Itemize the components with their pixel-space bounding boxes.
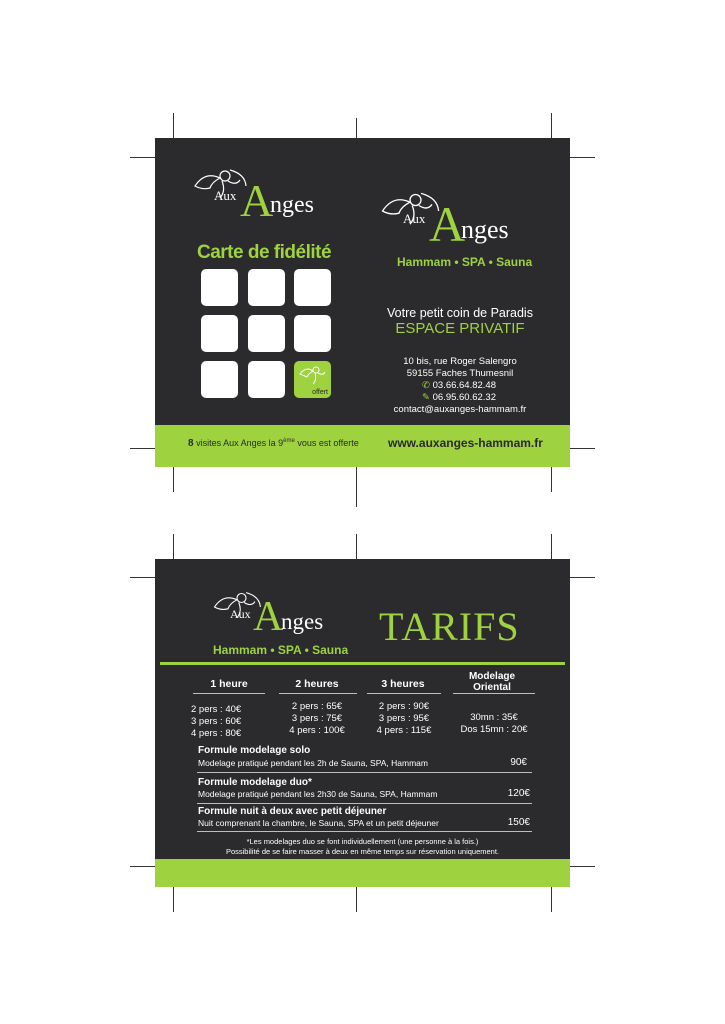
visits-sup: ème [283, 438, 295, 444]
crop-mark [130, 866, 155, 867]
crop-mark [570, 157, 595, 158]
logo-aux: Aux [230, 607, 251, 621]
logo-nges: nges [461, 215, 509, 244]
price-cell: 30mn : 35€ [470, 712, 518, 723]
formula-rule [197, 803, 532, 804]
visits-text1: visites Aux Anges la 9 [196, 438, 284, 448]
formula-price: 90€ [510, 757, 527, 768]
crop-mark [356, 118, 357, 138]
crop-mark [356, 467, 357, 507]
formula-desc: Modelage pratiqué pendant les 2h de Sauna, SPA, Hammam [198, 758, 428, 768]
tarifs-title: TARIFS [379, 604, 520, 649]
logo-aux: Aux [214, 188, 237, 203]
stamp-box[interactable] [201, 315, 238, 352]
stamp-box[interactable] [294, 269, 331, 306]
formula-desc: Modelage pratiqué pendant les 2h30 de Sauna, SPA, Hammam [198, 789, 438, 799]
footnote: Possibilité de se faire masser à deux en même temps sur réservation uniquement. [225, 847, 500, 856]
logo-left [190, 162, 340, 232]
formula-name: Formule nuit à deux avec petit déjeuner [198, 806, 387, 817]
slogan: Votre petit coin de Paradis [387, 306, 533, 320]
offert-label: offert [312, 389, 328, 396]
price-cell: 2 pers : 40€ [191, 704, 242, 715]
stamp-box[interactable] [294, 315, 331, 352]
tagline: Hammam • SPA • Sauna [397, 255, 533, 269]
crop-mark [551, 887, 552, 912]
formula-rule [197, 831, 532, 832]
formula-name: Formule modelage solo [198, 745, 311, 756]
front-band [155, 425, 570, 467]
price-cell: 2 pers : 90€ [378, 701, 430, 712]
header-rule [367, 693, 441, 694]
price-cell: 4 pers : 100€ [289, 725, 345, 736]
col-header: 2 heures [295, 678, 339, 690]
stamp-box[interactable] [248, 361, 285, 398]
formula-price: 150€ [507, 817, 530, 828]
stamp-box[interactable] [248, 269, 285, 306]
angel-icon [298, 364, 328, 388]
logo-a: A [240, 175, 274, 226]
crop-mark [356, 534, 357, 559]
price-cell: 3 pers : 75€ [291, 713, 343, 724]
crop-mark [570, 866, 595, 867]
crop-mark [173, 113, 174, 138]
formula-price: 120€ [507, 788, 530, 799]
col-header: Modelage Oriental [468, 671, 516, 693]
logo-right [377, 185, 547, 255]
crop-mark [551, 467, 552, 492]
footnote: *Les modelages duo se font individuellement (une personne à la fois.) [246, 837, 479, 846]
crop-mark [551, 534, 552, 559]
logo-nges: nges [270, 192, 314, 218]
crop-mark [130, 577, 155, 578]
visits-text2: vous est offerte [297, 438, 359, 448]
stamp-box[interactable] [248, 315, 285, 352]
stamp-box-offert[interactable] [294, 361, 331, 398]
espace-privatif: ESPACE PRIVATIF [395, 320, 525, 337]
crop-mark [173, 467, 174, 492]
back-card [155, 559, 570, 887]
logo-back [210, 585, 360, 645]
address-line1: 10 bis, rue Roger Salengro [403, 356, 517, 367]
title-divider [160, 662, 565, 665]
formula-name: Formule modelage duo* [198, 777, 312, 788]
mobile-icon: ✎ [422, 392, 430, 403]
formula-rule [197, 772, 532, 773]
mobile-row [422, 392, 496, 403]
loyalty-title: Carte de fidélité [197, 242, 332, 263]
crop-mark [551, 113, 552, 138]
price-cell: 3 pers : 95€ [378, 713, 430, 724]
stamp-box[interactable] [201, 361, 238, 398]
crop-mark [173, 887, 174, 912]
mobile-number: 06.95.60.62.32 [432, 392, 497, 403]
price-cell: 2 pers : 65€ [291, 701, 343, 712]
price-cell: Dos 15mn : 20€ [460, 724, 528, 735]
logo-aux: Aux [403, 211, 426, 226]
col-header: 3 heures [381, 678, 425, 690]
stamp-box[interactable] [201, 269, 238, 306]
visits-note [188, 438, 359, 449]
crop-mark [356, 887, 357, 912]
phone-icon: ✆ [422, 380, 430, 391]
email[interactable]: contact@auxanges-hammam.fr [393, 404, 527, 415]
visits-num: 8 [188, 438, 194, 449]
price-cell: 3 pers : 60€ [191, 716, 242, 727]
header-rule [279, 693, 357, 694]
header-rule [453, 693, 535, 694]
logo-a: A [253, 594, 284, 640]
phone-row [422, 380, 496, 391]
back-band [155, 859, 570, 887]
logo-a: A [429, 196, 466, 252]
phone-number: 03.66.64.82.48 [432, 380, 497, 391]
header-rule [193, 693, 265, 694]
front-card [155, 138, 570, 467]
logo-nges: nges [281, 609, 324, 634]
crop-mark [173, 534, 174, 559]
formula-desc: Nuit comprenant la chambre, le Sauna, SPA et un petit déjeuner [198, 818, 439, 828]
website[interactable]: www.auxanges-hammam.fr [388, 436, 543, 450]
crop-mark [130, 448, 155, 449]
crop-mark [130, 157, 155, 158]
address-line2: 59155 Faches Thumesnil [406, 368, 514, 379]
price-cell: 4 pers : 80€ [191, 728, 242, 739]
tagline: Hammam • SPA • Sauna [213, 643, 349, 657]
col-header: 1 heure [210, 678, 248, 690]
price-cell: 4 pers : 115€ [376, 725, 432, 736]
crop-mark [570, 448, 595, 449]
crop-mark [570, 577, 595, 578]
